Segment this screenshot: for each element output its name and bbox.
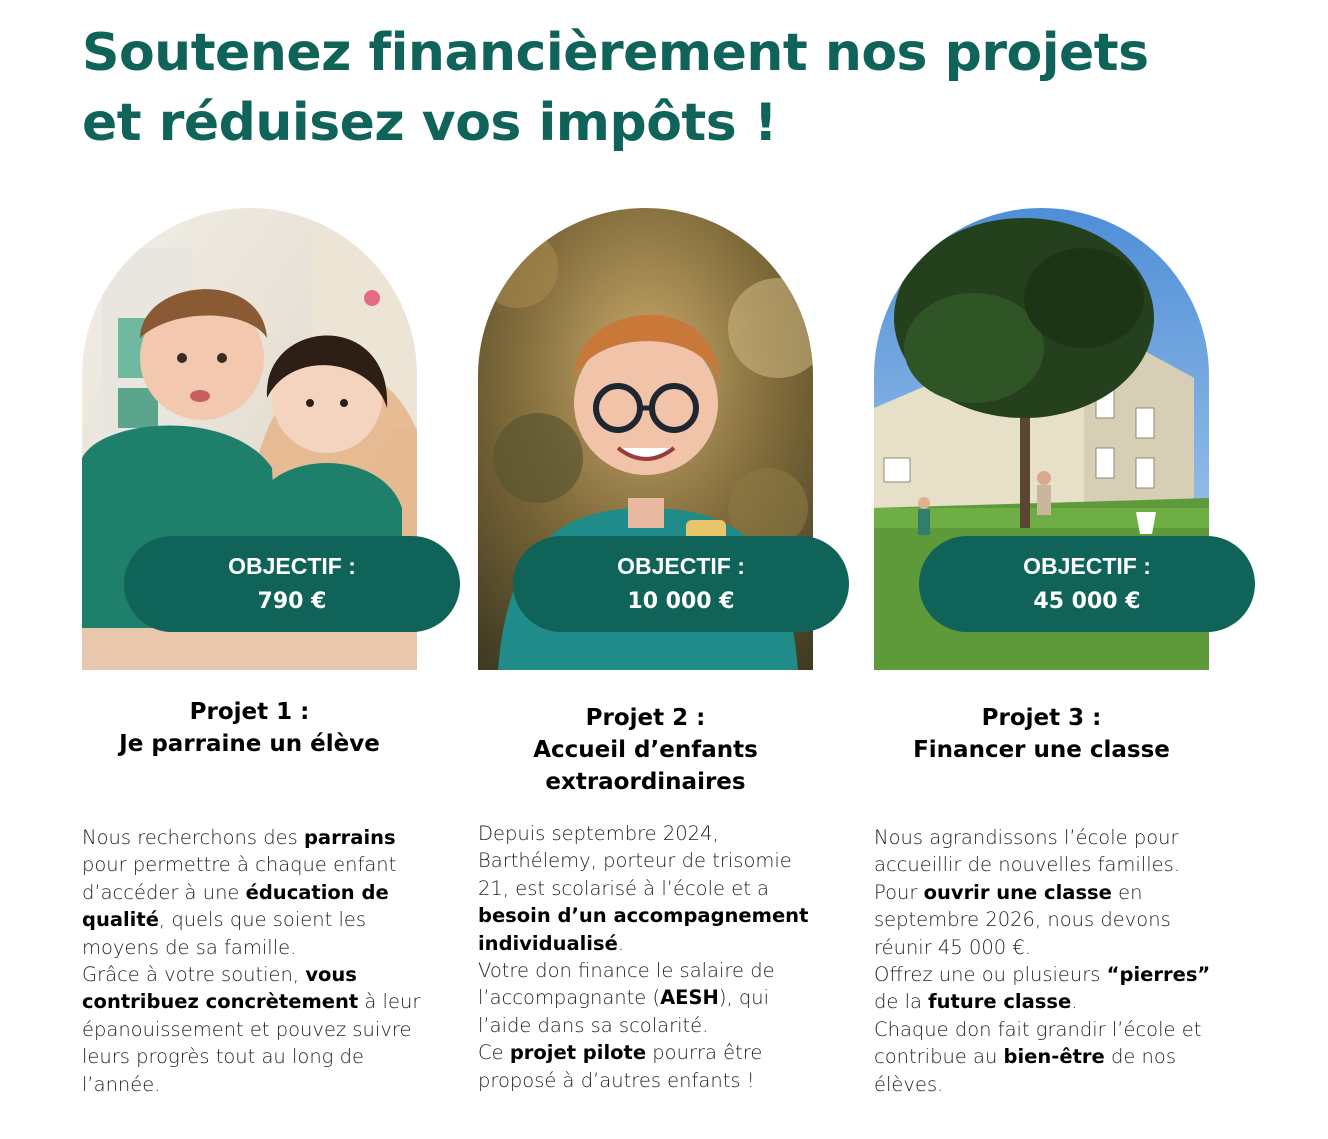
emphasis-text: éducation de qualité bbox=[82, 880, 389, 932]
objective-amount: 45 000 € bbox=[1033, 589, 1141, 614]
project-title-1 bbox=[82, 696, 417, 760]
emphasis-text: AESH bbox=[660, 986, 719, 1010]
objective-label: OBJECTIF : bbox=[617, 553, 745, 579]
emphasis-text: vous contribuez concrètement bbox=[82, 963, 359, 1014]
objective-amount: 10 000 € bbox=[627, 589, 735, 614]
project-title-2 bbox=[478, 702, 813, 798]
emphasis-text: “pierres” bbox=[1106, 963, 1211, 987]
page-title-line-2: et réduisez vos impôts ! bbox=[82, 93, 778, 153]
project-title-line-1: Projet 2 : bbox=[585, 705, 706, 731]
objective-amount: 790 € bbox=[257, 589, 327, 614]
project-title-line-1: Projet 3 : bbox=[981, 705, 1102, 731]
objective-badge-3 bbox=[919, 536, 1255, 632]
project-description-3: Nous agrandissons l’école pour accueillir de nouvelles familles. Pour ouvrir une classe en septembre 2026, nous devons réunir 45 000 €. Offrez une ou plusieurs “pierres” de la future classe. Chaque don fait grandir l’école et contribue au bien-être de nos élèves. bbox=[874, 826, 1211, 1096]
project-title-line-2: Je parraine un élève bbox=[119, 731, 380, 757]
emphasis-text: future classe bbox=[928, 990, 1072, 1014]
emphasis-text: parrains bbox=[303, 826, 396, 849]
objective-badge-2 bbox=[513, 536, 849, 632]
project-title-line-2: Accueil d’enfants bbox=[533, 737, 758, 763]
project-description-1: Nous recherchons des parrains pour permettre à chaque enfant d’accéder à une éducation de qualité, quels que soient les moyens de sa famille. Grâce à votre soutien, vous contribuez concrètement à leur épanouissement et pouvez suivre leurs progrès tout au long de l’année. bbox=[82, 826, 421, 1096]
objective-badge-1 bbox=[124, 536, 460, 632]
project-title-3 bbox=[874, 702, 1209, 766]
project-title-line-2: Financer une classe bbox=[913, 737, 1170, 763]
project-title-line-1: Projet 1 : bbox=[189, 699, 310, 725]
emphasis-text: bien-être bbox=[1003, 1045, 1105, 1069]
project-description-2: Depuis septembre 2024, Barthélemy, porteur de trisomie 21, est scolarisé à l’école et a besoin d’un accompagnement individualisé. Votre don finance le salaire de l’accompagnante (AESH), qui l’aide dans sa scolarité. Ce projet pilote pourra être proposé à d’autres enfants ! bbox=[478, 822, 809, 1092]
emphasis-text: besoin d’un accompagnement individualisé bbox=[478, 904, 809, 955]
objective-label: OBJECTIF : bbox=[228, 553, 356, 579]
page-title bbox=[82, 18, 1149, 158]
page-title-line-1: Soutenez financièrement nos projets bbox=[82, 23, 1149, 83]
objective-label: OBJECTIF : bbox=[1023, 553, 1151, 579]
project-title-line-3: extraordinaires bbox=[545, 769, 746, 795]
emphasis-text: projet pilote bbox=[509, 1041, 647, 1065]
emphasis-text: ouvrir une classe bbox=[923, 880, 1112, 904]
